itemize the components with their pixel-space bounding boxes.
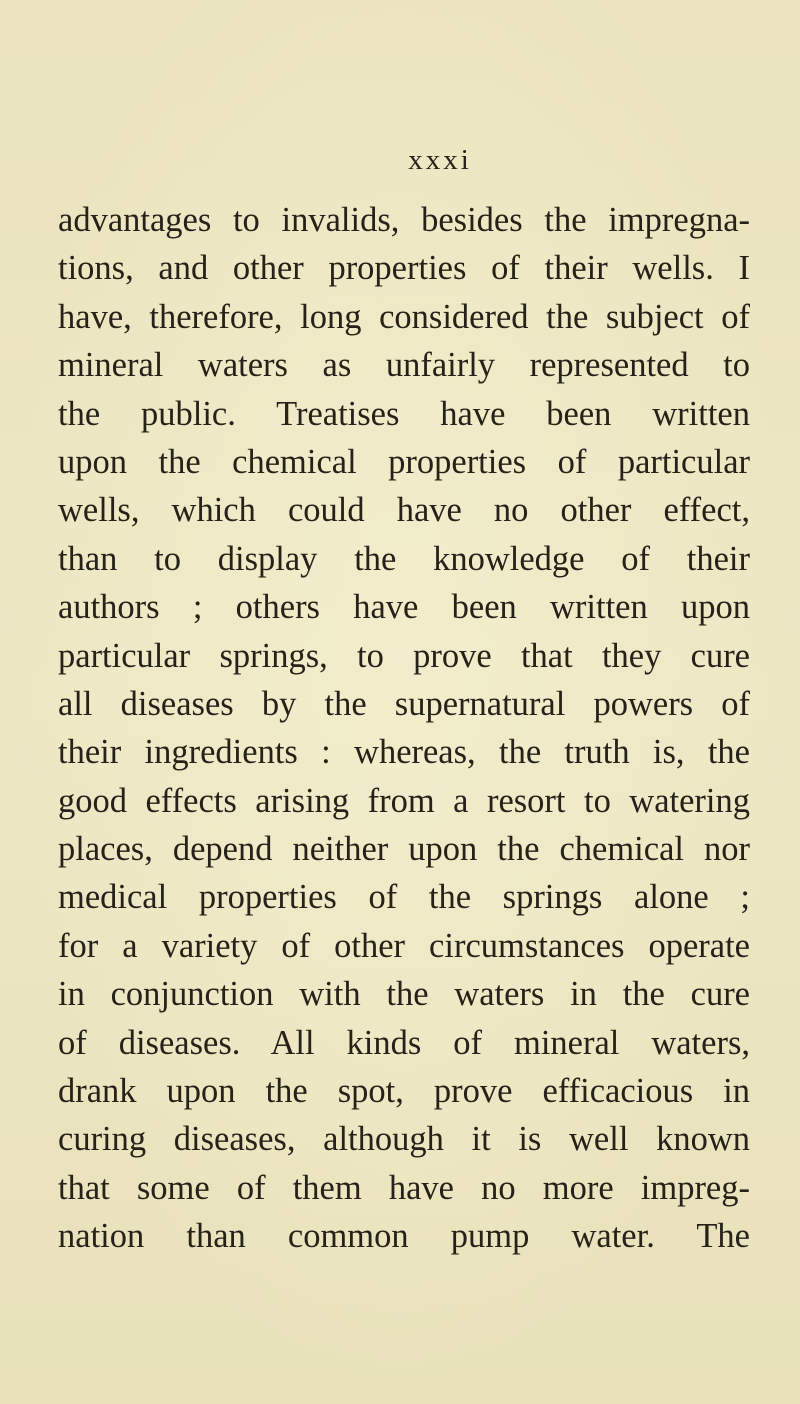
text-line: good effects arising from a resort to watering bbox=[58, 781, 750, 820]
text-line: drank upon the spot, prove efficacious in bbox=[58, 1072, 750, 1111]
text-line: in conjunction with the waters in the cure bbox=[58, 975, 750, 1014]
text-line: upon the chemical properties of particular bbox=[58, 442, 750, 481]
text-line: wells, which could have no other effect, bbox=[58, 491, 750, 530]
text-line: places, depend neither upon the chemical nor bbox=[58, 830, 750, 869]
text-line: advantages to invalids, besides the impregna- bbox=[58, 201, 750, 239]
text-line: nation than common pump water. The bbox=[58, 1217, 750, 1256]
text-line: tions, and other properties of their wells. I bbox=[58, 249, 750, 288]
text-line: that some of them have no more impreg- bbox=[58, 1168, 750, 1207]
text-line: authors ; others have been written upon bbox=[58, 588, 750, 627]
text-line: particular springs, to prove that they cure bbox=[58, 636, 750, 675]
text-line: mineral waters as unfairly represented to bbox=[58, 346, 750, 385]
page-number: xxxi bbox=[408, 144, 472, 176]
text-line: curing diseases, although it is well known bbox=[58, 1120, 750, 1159]
text-line: have, therefore, long considered the subject of bbox=[58, 297, 750, 336]
text-line: of diseases. All kinds of mineral waters, bbox=[58, 1023, 750, 1062]
text-line: for a variety of other circumstances operate bbox=[58, 926, 750, 965]
text-line: their ingredients : whereas, the truth is, the bbox=[58, 733, 750, 772]
text-line: all diseases by the supernatural powers of bbox=[58, 684, 750, 723]
body-text bbox=[58, 196, 750, 1261]
text-line: than to display the knowledge of their bbox=[58, 539, 750, 578]
text-line: the public. Treatises have been written bbox=[58, 394, 750, 433]
text-line: medical properties of the springs alone ; bbox=[58, 878, 750, 917]
